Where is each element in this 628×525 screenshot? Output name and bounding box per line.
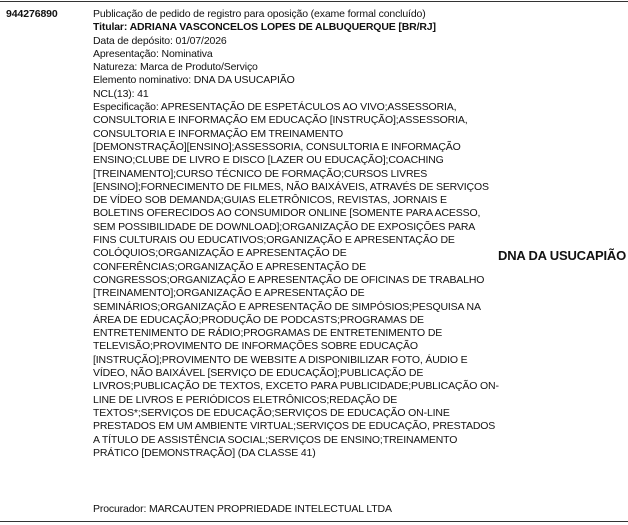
top-divider xyxy=(0,1,628,2)
process-number: 944276890 xyxy=(6,8,58,20)
specification xyxy=(93,101,499,460)
specification-line: Especificação: APRESENTAÇÃO DE ESPETÁCULOS AO VIVO;ASSESSORIA, xyxy=(93,101,457,114)
specification-line: ÁREA DE EDUCAÇÃO;PRODUÇÃO DE PODCASTS;PROGRAMAS DE xyxy=(93,313,424,326)
mark-nature: Natureza: Marca de Produto/Serviço xyxy=(93,61,258,74)
specification-line: LIVROS;PUBLICAÇÃO DE TEXTOS, EXCETO PARA PUBLICIDADE;PUBLICAÇÃO ON- xyxy=(93,380,499,393)
specification-line: [INSTRUÇÃO];PROVIMENTO DE WEBSITE A DISPONIBILIZAR FOTO, ÁUDIO E xyxy=(93,353,468,366)
specification-line: CONGRESSOS;ORGANIZAÇÃO E APRESENTAÇÃO DE OFICINAS DE TRABALHO xyxy=(93,273,485,286)
nominative-element: Elemento nominativo: DNA DA USUCAPIÃO xyxy=(93,74,295,87)
specification-line: PRÁTICO [DEMONSTRAÇÃO] (DA CLASSE 41) xyxy=(93,446,316,459)
specification-line: CONSULTORIA E INFORMAÇÃO EM TREINAMENTO xyxy=(93,127,344,140)
specification-line: COLÓQUIOS;ORGANIZAÇÃO E APRESENTAÇÃO DE xyxy=(93,247,347,260)
dispatch-description: Publicação de pedido de registro para oposição (exame formal concluído) xyxy=(93,8,426,20)
specification-line: DE VÍDEO SOB DEMANDA;GUIAS ELETRÔNICOS, REVISTAS, JORNAIS E xyxy=(93,194,447,207)
specification-line: A TÍTULO DE ASSISTÊNCIA SOCIAL;SERVIÇOS DE ENSINO;TREINAMENTO xyxy=(93,433,458,446)
specification-line: TELEVISÃO;PROVIMENTO DE INFORMAÇÕES SOBRE EDUCAÇÃO xyxy=(93,340,418,353)
attorney: Procurador: MARCAUTEN PROPRIEDADE INTELECTUAL LTDA xyxy=(93,503,392,515)
holder-name: Titular: ADRIANA VASCONCELOS LOPES DE ALBUQUERQUE [BR/RJ] xyxy=(93,21,436,34)
specification-line: [TREINAMENTO];CURSO TÉCNICO DE FORMAÇÃO;CURSOS LIVRES xyxy=(93,167,428,180)
specification-line: TEXTOS*;SERVIÇOS DE EDUCAÇÃO;SERVIÇOS DE EDUCAÇÃO ON-LINE xyxy=(93,406,450,419)
specification-line: LINE DE LIVROS E PERIÓDICOS ELETRÔNICOS;REDAÇÃO DE xyxy=(93,393,398,406)
specification-line: ENTRETENIMENTO DE RÁDIO;PROGRAMAS DE ENTRETENIMENTO DE xyxy=(93,327,443,340)
specification-line: [DEMONSTRAÇÃO][ENSINO];ASSESSORIA, CONSULTORIA E INFORMAÇÃO xyxy=(93,140,461,153)
specification-line: BOLETINS OFERECIDOS AO CONSUMIDOR ONLINE [SOMENTE PARA ACESSO, xyxy=(93,207,481,220)
specification-line: SEM POSSIBILIDADE DE DOWNLOAD];ORGANIZAÇÃO DE EXPOSIÇÕES PARA xyxy=(93,220,476,233)
presentation-type: Apresentação: Nominativa xyxy=(93,47,213,60)
record-details xyxy=(93,8,499,460)
specification-line: CONSULTORIA E INFORMAÇÃO EM EDUCAÇÃO [INSTRUÇÃO];ASSESSORIA, xyxy=(93,114,468,127)
filing-date: Data de depósito: 01/07/2026 xyxy=(93,34,227,47)
mark-name-display: DNA DA USUCAPIÃO xyxy=(498,248,627,263)
bottom-divider xyxy=(0,521,628,522)
specification-line: CONFERÊNCIAS;ORGANIZAÇÃO E APRESENTAÇÃO DE xyxy=(93,260,366,273)
specification-line: ENSINO;CLUBE DE LIVRO E DISCO [LAZER OU EDUCAÇÃO];COACHING xyxy=(93,154,444,167)
specification-line: [TREINAMENTO];ORGANIZAÇÃO E APRESENTAÇÃO DE xyxy=(93,287,365,300)
specification-line: FINS CULTURAIS OU EDUCATIVOS;ORGANIZAÇÃO E APRESENTAÇÃO DE xyxy=(93,234,455,247)
specification-line: SEMINÁRIOS;ORGANIZAÇÃO E APRESENTAÇÃO DE SIMPÓSIOS;PESQUISA NA xyxy=(93,300,481,313)
specification-line: [ENSINO];FORNECIMENTO DE FILMES, NÃO BAIXÁVEIS, ATRAVÉS DE SERVIÇOS xyxy=(93,180,489,193)
specification-line: VÍDEO, NÃO BAIXÁVEL [SERVIÇO DE EDUCAÇÃO];PUBLICAÇÃO DE xyxy=(93,367,424,380)
ncl-class: NCL(13): 41 xyxy=(93,87,149,100)
specification-line: PRESTADOS EM UM AMBIENTE VIRTUAL;SERVIÇOS DE EDUCAÇÃO, PRESTADOS xyxy=(93,420,496,433)
